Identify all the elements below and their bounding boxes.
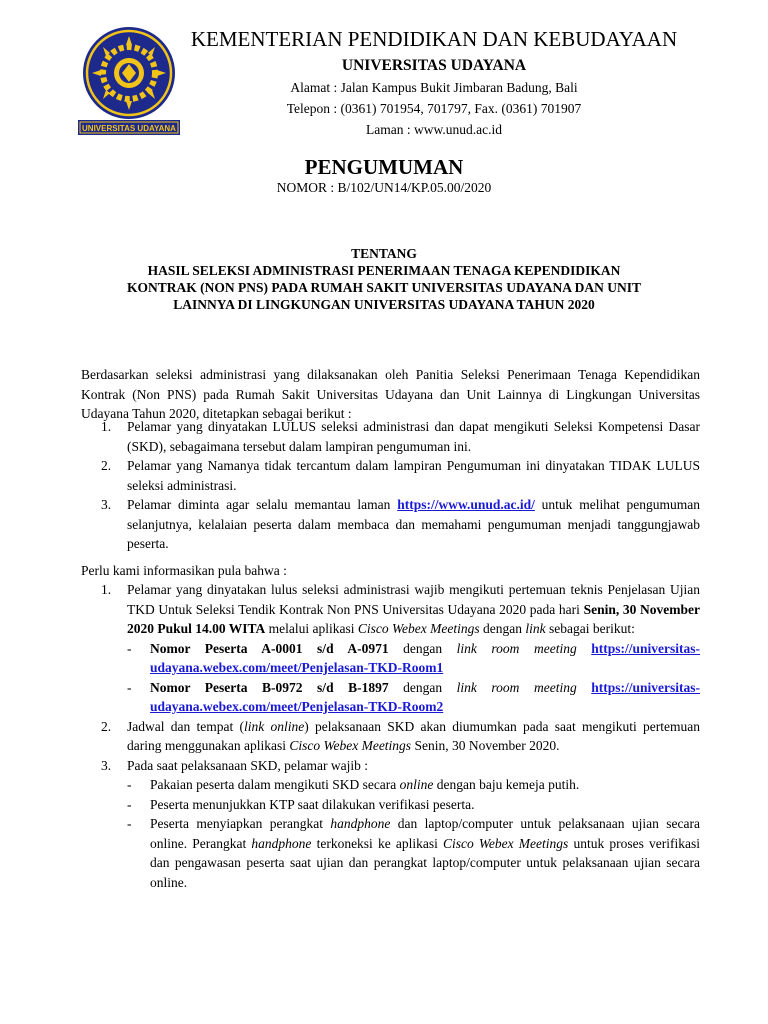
list-item-text: untuk melihat pengumuman selanjutnya, kelalaian peserta dalam membaca dan memahami pengumuman menjadi tanggungjawab peserta. <box>127 497 700 551</box>
list-item <box>81 417 700 456</box>
link-word: link <box>525 621 546 636</box>
webex-room2-link[interactable]: https://universitas-udayana.webex.com/meet/Penjelasan-TKD-Room2 <box>150 679 700 714</box>
app-name: Cisco Webex Meetings <box>443 835 569 851</box>
info-list <box>81 580 700 892</box>
list-item-text: Senin, 30 November 2020. <box>411 738 560 753</box>
list-item-text: Pelamar yang dinyatakan lulus seleksi administrasi wajib mengikuti pertemuan teknis Penjelasan Ujian TKD Untuk Seleksi Tendik Kontrak Non PNS Universitas Udayana 2020 pada hari <box>127 582 700 617</box>
subject-line: LAINNYA DI LINGKUNGAN UNIVERSITAS UDAYANA TAHUN 2020 <box>173 297 595 312</box>
list-number: 2. <box>101 458 112 473</box>
participant-range: Nomor Peserta B-0972 s/d B-1897 <box>150 679 389 695</box>
subject-block <box>0 245 768 313</box>
list-item-text: melalui aplikasi <box>265 621 358 636</box>
phone-line: Telepon : (0361) 701954, 701797, Fax. (0361) 701907 <box>286 101 582 116</box>
list-item <box>81 456 700 495</box>
list-item-text: terkoneksi ke aplikasi <box>311 835 444 851</box>
dash-bullet: - <box>127 777 132 792</box>
list-item <box>81 495 700 554</box>
list-item-text: untuk proses verifikasi dan pengawasan peserta saat ujian dan perangkat laptop/computer untuk pelaksanaan ujian secara online. <box>150 835 700 890</box>
announcement-number: NOMOR : B/102/UN14/KP.05.00/2020 <box>276 180 492 195</box>
participant-range: Nomor Peserta A-0001 s/d A-0971 <box>150 640 389 656</box>
announcement-title: PENGUMUMAN <box>304 155 464 179</box>
list-item-text: Pelamar diminta agar selalu memantau laman <box>127 497 398 512</box>
intro-paragraph: Berdasarkan seleksi administrasi yang dilaksanakan oleh Panitia Seleksi Penerimaan Tenaga Kependidikan Kontrak (Non PNS) pada Rumah Sakit Universitas Udayana dan Unit Lainnya di Lingkungan Universitas Udayana Tahun 2020, ditetapkan sebagai berikut : <box>81 367 700 421</box>
list-item-text: dan laptop/computer untuk pelaksanaan ujian secara online. Perangkat <box>150 816 700 851</box>
list-number: 3. <box>101 497 112 512</box>
list-item-text: Peserta menunjukkan KTP saat dilakukan verifikasi peserta. <box>150 796 475 812</box>
list-item-text: Peserta menyiapkan perangkat <box>150 816 331 831</box>
university-name: UNIVERSITAS UDAYANA <box>341 57 527 74</box>
dash-bullet: - <box>127 679 132 695</box>
list-item-text: dengan baju kemeja putih. <box>433 777 580 792</box>
webex-room1-link[interactable]: https://universitas-udayana.webex.com/meet/Penjelasan-TKD-Room1 <box>150 640 700 675</box>
list-number: 1. <box>101 419 112 434</box>
list-number: 3. <box>101 757 112 773</box>
list-item-text: online <box>399 777 434 792</box>
website-line: Laman : www.unud.ac.id <box>366 122 502 137</box>
list-item <box>81 717 700 756</box>
address-line: Alamat : Jalan Kampus Bukit Jimbaran Badung, Bali <box>290 80 578 95</box>
list-item-text: link room meeting <box>456 679 577 695</box>
university-logo <box>78 27 180 135</box>
requirement-item <box>127 814 700 892</box>
dash-bullet: - <box>127 816 132 831</box>
subject-label: TENTANG <box>351 246 417 261</box>
meeting-datetime: Senin, 30 November 2020 Pukul 14.00 WITA <box>127 601 701 636</box>
ministry-name: KEMENTERIAN PENDIDIKAN DAN KEBUDAYAAN <box>190 27 678 51</box>
list-item-text: sebagai berikut: <box>545 621 635 636</box>
decision-list <box>81 417 700 554</box>
list-item-text: ) pelaksanaan SKD akan diumumkan pada saat mengikuti pertemuan daring menggunakan aplikasi <box>127 718 700 753</box>
list-item-text: link room meeting <box>456 640 577 656</box>
list-item-text: link online <box>244 718 305 734</box>
requirement-list <box>127 775 700 892</box>
list-item-text: dengan <box>388 640 457 656</box>
requirement-item <box>127 795 700 815</box>
room-item <box>127 639 700 678</box>
app-name: Cisco Webex Meetings <box>357 621 480 636</box>
list-item <box>81 756 700 893</box>
subject-line: HASIL SELEKSI ADMINISTRASI PENERIMAAN TENAGA KEPENDIDIKAN <box>147 263 621 278</box>
subject-line: KONTRAK (NON PNS) PADA RUMAH SAKIT UNIVERSITAS UDAYANA DAN UNIT <box>127 280 641 295</box>
dash-bullet: - <box>127 640 132 656</box>
room-item <box>127 678 700 717</box>
room-list <box>127 639 700 717</box>
info-intro: Perlu kami informasikan pula bahwa : <box>81 563 287 578</box>
logo-text: UNIVERSITAS UDAYANA <box>82 124 176 133</box>
list-item-text: dengan <box>388 679 457 695</box>
list-number: 2. <box>101 718 112 734</box>
app-name: Cisco Webex Meetings <box>289 738 412 753</box>
list-item-text: dengan <box>479 621 526 636</box>
list-number: 1. <box>101 582 112 597</box>
dash-bullet: - <box>127 796 132 812</box>
list-item-text: Pakaian peserta dalam mengikuti SKD secara <box>150 777 400 792</box>
list-item-text: handphone <box>251 835 312 851</box>
requirement-item <box>127 775 700 795</box>
list-item <box>81 580 700 717</box>
unud-website-link[interactable]: https://www.unud.ac.id/ <box>397 497 535 512</box>
list-item-text: Pada saat pelaksanaan SKD, pelamar wajib : <box>127 757 369 773</box>
list-item-text: Jadwal dan tempat ( <box>127 718 244 734</box>
list-item-text: Pelamar yang Namanya tidak tercantum dalam lampiran Pengumuman ini dinyatakan TIDAK LULUS seleksi administrasi. <box>127 458 700 493</box>
list-item-text: Pelamar yang dinyatakan LULUS seleksi administrasi dan dapat mengikuti Seleksi Kompetensi Dasar (SKD), sebagaimana tersebut dalam lampiran pengumuman ini. <box>127 419 700 454</box>
list-item-text: handphone <box>330 816 391 831</box>
